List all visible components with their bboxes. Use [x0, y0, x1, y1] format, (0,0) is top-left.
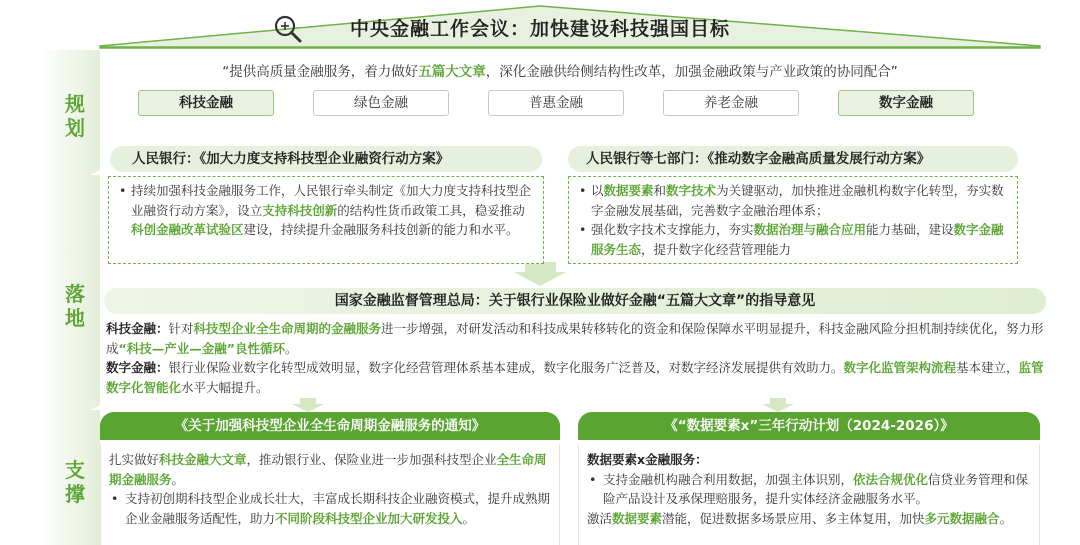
text: 支持初创期科技型企业成长壮大，丰富成长期科技企业融资模式，提升成熟期企业金融服务适配性，助力: [125, 491, 551, 526]
article-pill-green-finance: 绿色金融: [313, 90, 449, 116]
highlight: 数字化监管架构流程: [843, 360, 957, 375]
text: 支持金融机构融合利用数据，加强主体识别，: [603, 471, 854, 487]
article-pill-pension-finance: 养老金融: [663, 90, 799, 116]
left-support-intro: [109, 450, 551, 489]
policy-quote: [100, 60, 1020, 80]
text: 。: [999, 510, 1013, 526]
right-plan-title: 人民银行等七部门：《推动数字金融高质量发展行动方案》: [568, 146, 1018, 172]
text: ，推动银行业、保险业进一步加强科技型企业: [246, 452, 497, 467]
highlight: 监管数字化智能化: [106, 360, 1044, 395]
text: 。: [284, 340, 298, 356]
text: 。: [171, 471, 185, 487]
text: 。: [462, 510, 476, 526]
right-support-bullet: • 支持金融机构融合利用数据，加强主体识别，依法合规优化信贷业务管理和保险产品设计及承保理赔服务，提升实体经济金融服务水平。: [589, 471, 1029, 506]
text: 持续加强科技金融服务工作，人民银行牵头制定《加大力度支持科技型企业融资行动方案》，设立: [131, 183, 532, 218]
left-support-title: 《关于加强科技型企业全生命周期金融服务的通知》: [100, 412, 560, 440]
regulator-title: 国家金融监督管理总局：关于银行业保险业做好金融“五篇大文章”的指导意见: [104, 288, 1046, 314]
right-support-extra: [587, 509, 1031, 529]
highlight: 科技型企业全生命周期的金融服务: [193, 321, 382, 336]
right-plan-bullet-2: [591, 220, 1007, 259]
highlight: 数据要素: [612, 510, 663, 526]
text: 进一步增强，对研发活动和科技成果转移转化的资金和保险保障水平明显提升，科技金融风险分担机制持续优化，努力形成: [106, 321, 1044, 356]
header-title: 中央金融工作会议：加快建设科技强国目标: [349, 18, 730, 40]
text: 银行业保险业数字化转型成效明显，数字化经营管理体系基本建成，数字化服务广泛普及，对数字经济发展提供有效助力。: [168, 360, 844, 375]
para-label: 科技金融：: [106, 321, 169, 336]
left-down-arrow: [292, 398, 324, 412]
quote-text: ，深化金融供给侧结构性改革，加强金融政策与产业政策的协同配合”: [485, 64, 898, 80]
text: 水平大幅提升。: [181, 379, 269, 395]
highlight: “科技—产业—金融”良性循环: [118, 340, 285, 356]
regulator-digital-finance: [106, 358, 1046, 397]
right-support-box: [578, 444, 1040, 545]
right-down-arrow: [762, 398, 794, 412]
left-support-box: [100, 444, 560, 545]
text: 以: [591, 183, 604, 198]
quote-highlight: 五篇大文章: [418, 64, 486, 80]
center-down-arrow: [514, 262, 566, 286]
article-pill-inclusive-finance: 普惠金融: [488, 90, 624, 116]
text: 基本建立，: [956, 360, 1019, 375]
quote-text: “提供高质量金融服务，着力做好: [222, 64, 419, 80]
highlight: 数字金融服务生态: [591, 222, 1004, 257]
right-plan-box: [568, 176, 1018, 264]
text: 和: [653, 183, 667, 198]
article-pill-digital-finance: 数字金融: [838, 90, 974, 116]
side-label-plan: 规划: [65, 92, 85, 140]
highlight: 数字技术: [666, 183, 717, 198]
side-label-land: 落地: [65, 282, 85, 330]
text: ，提升数字化经营管理能力: [641, 241, 792, 257]
highlight: 多元数据融合: [924, 510, 1000, 526]
right-support-subtitle: 数据要素x金融服务：: [587, 452, 708, 467]
highlight: 数据要素: [603, 183, 654, 198]
right-plan-bullet-1: [591, 181, 1007, 220]
left-plan-bullet: [131, 181, 533, 240]
article-pill-tech-finance: 科技金融: [138, 90, 274, 116]
text: 激活: [587, 510, 613, 526]
text: 建设，持续提升金融服务科技创新的能力和水平。: [243, 222, 519, 237]
highlight: 不同阶段科技型企业加大研发投入: [275, 510, 463, 526]
text: 信贷业务管理和保险产品设计及承保理赔服务，提升实体经济金融服务水平。: [603, 471, 1029, 506]
highlight: 依法合规优化: [853, 471, 929, 487]
text: 针对: [168, 321, 194, 336]
left-plan-title: 人民银行：《加大力度支持科技型企业融资行动方案》: [110, 146, 542, 172]
text: 为关键驱动，加快推进金融机构数字化转型，夯实数字金融发展基础，完善数字金融治理体系；: [591, 183, 1004, 218]
regulator-tech-finance: [106, 319, 1046, 358]
text: 强化数字技术支撑能力，夯实: [591, 222, 754, 237]
text: 扎实做好: [109, 452, 160, 467]
highlight: 科创金融改革试验区: [131, 222, 244, 237]
side-label-support: 支撑: [65, 458, 85, 506]
highlight: 全生命周期金融服务: [109, 452, 547, 487]
right-support-title: 《“数据要素x”三年行动计划（2024-2026）》: [578, 412, 1040, 440]
text: 潜能，促进数据多场景应用、多主体复用，加快: [662, 510, 925, 526]
text: 能力基础，建设: [866, 222, 954, 237]
highlight: 支持科技创新: [262, 202, 338, 218]
para-label: 数字金融：: [106, 360, 169, 375]
left-plan-box: [108, 176, 544, 264]
left-support-bullet: • 支持初创期科技型企业成长壮大，丰富成长期科技企业融资模式，提升成熟期企业金融服务适配性，助力不同阶段科技型企业加大研发投入。: [111, 491, 551, 526]
highlight: 科技金融大文章: [159, 452, 247, 467]
text: 的结构性货币政策工具，稳妥推动: [337, 202, 525, 218]
highlight: 数据治理与融合应用: [753, 222, 867, 237]
